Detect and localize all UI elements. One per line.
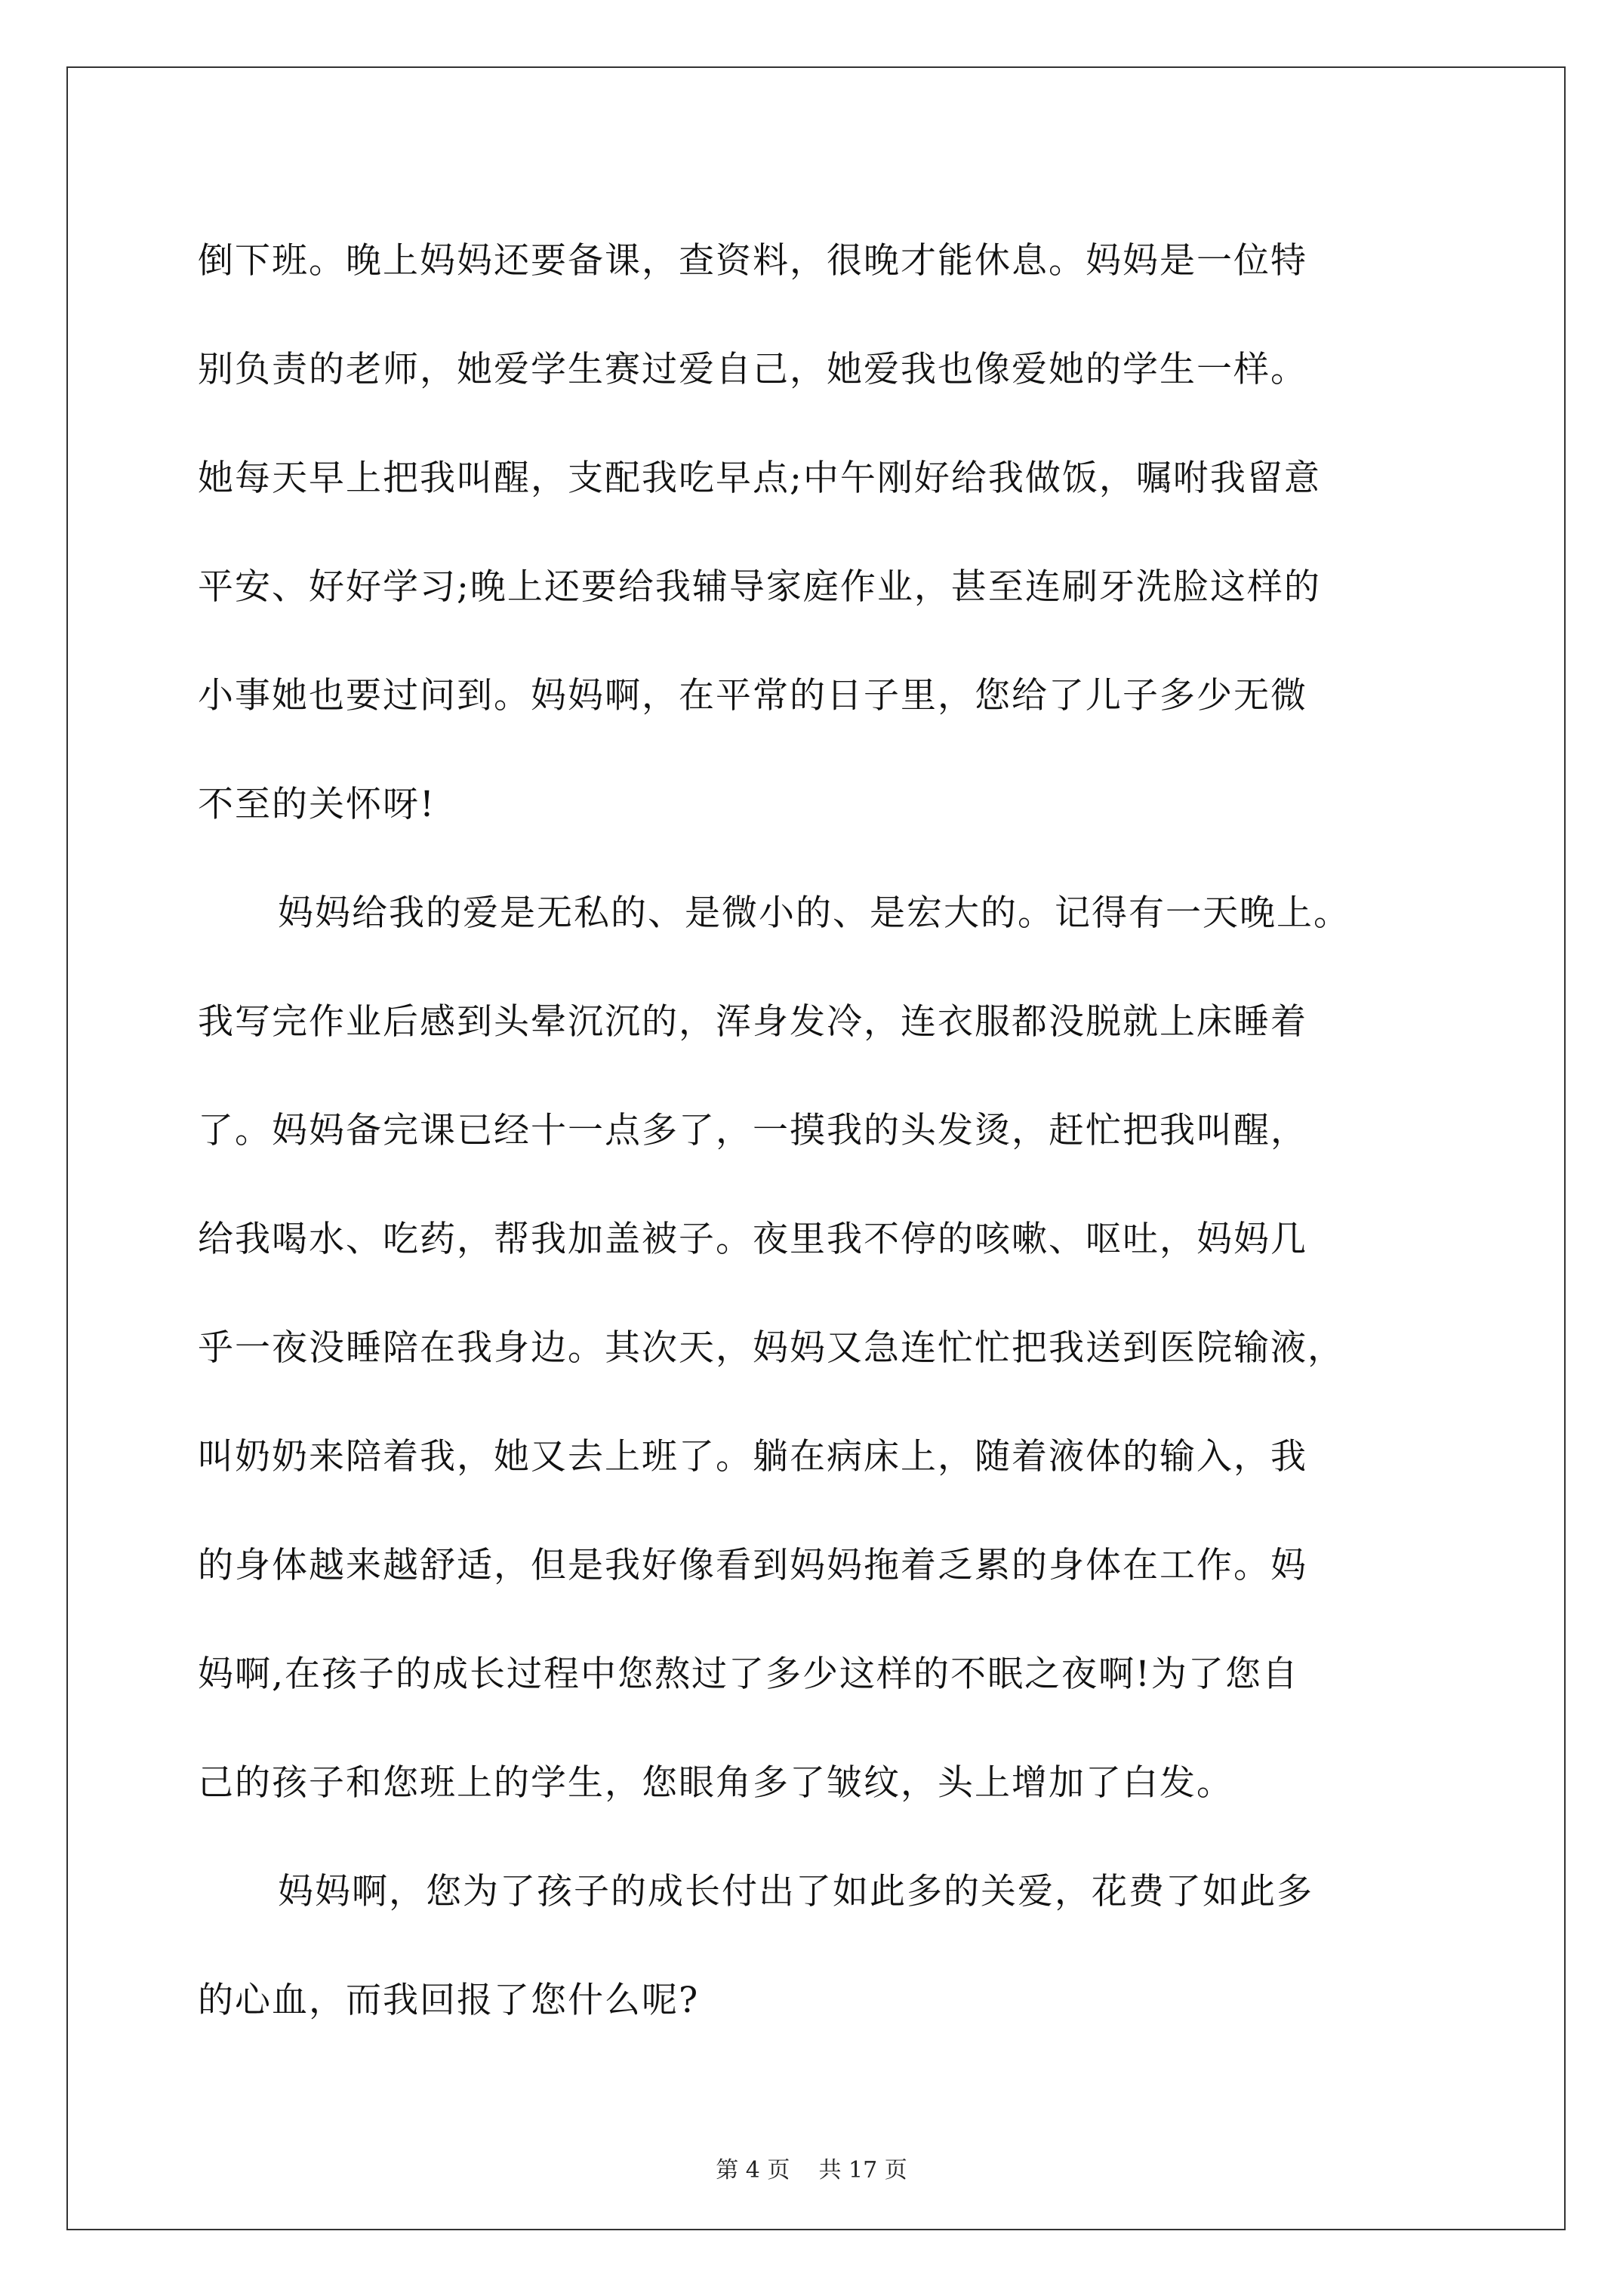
text-line: 她每天早上把我叫醒，支配我吃早点;中午刚好给我做饭，嘱咐我留意 (198, 458, 1321, 499)
text-line: 的心血，而我回报了您什么呢? (198, 1980, 700, 2021)
text-line: 妈啊,在孩子的成长过程中您熬过了多少这样的不眠之夜啊!为了您自 (198, 1653, 1299, 1695)
document-body (198, 207, 1436, 2055)
text-line: 的身体越来越舒适，但是我好像看到妈妈拖着乏累的身体在工作。妈 (198, 1545, 1307, 1586)
text-line: 叫奶奶来陪着我，她又去上班了。躺在病床上，随着液体的输入，我 (198, 1436, 1307, 1478)
text-line: 平安、好好学习;晚上还要给我辅导家庭作业，甚至连刷牙洗脸这样的 (198, 566, 1321, 608)
text-line: 我写完作业后感到头晕沉沉的，浑身发冷，连衣服都没脱就上床睡着 (198, 1001, 1307, 1043)
text-line: 别负责的老师，她爱学生赛过爱自己，她爱我也像爱她的学生一样。 (198, 349, 1307, 390)
text-line: 妈妈啊，您为了孩子的成长付出了如此多的关爱，花费了如此多 (278, 1871, 1313, 1912)
text-line: 妈妈给我的爱是无私的、是微小的、是宏大的。记得有一天晚上。 (278, 892, 1350, 934)
text-line: 小事她也要过问到。妈妈啊，在平常的日子里，您给了儿子多少无微 (198, 675, 1307, 717)
text-line: 不至的关怀呀! (198, 784, 436, 825)
text-line: 给我喝水、吃药，帮我加盖被子。夜里我不停的咳嗽、呕吐，妈妈几 (198, 1219, 1307, 1260)
text-line: 倒下班。晚上妈妈还要备课，查资料，很晚才能休息。妈妈是一位特 (198, 240, 1307, 282)
page-footer: 第 4 页 共 17 页 (716, 2157, 907, 2184)
text-line: 了。妈妈备完课已经十一点多了，一摸我的头发烫，赶忙把我叫醒， (198, 1110, 1307, 1151)
text-line: 乎一夜没睡陪在我身边。其次天，妈妈又急连忙忙把我送到医院输液， (198, 1327, 1344, 1369)
text-line: 己的孩子和您班上的学生，您眼角多了皱纹，头上增加了白发。 (198, 1762, 1233, 1804)
